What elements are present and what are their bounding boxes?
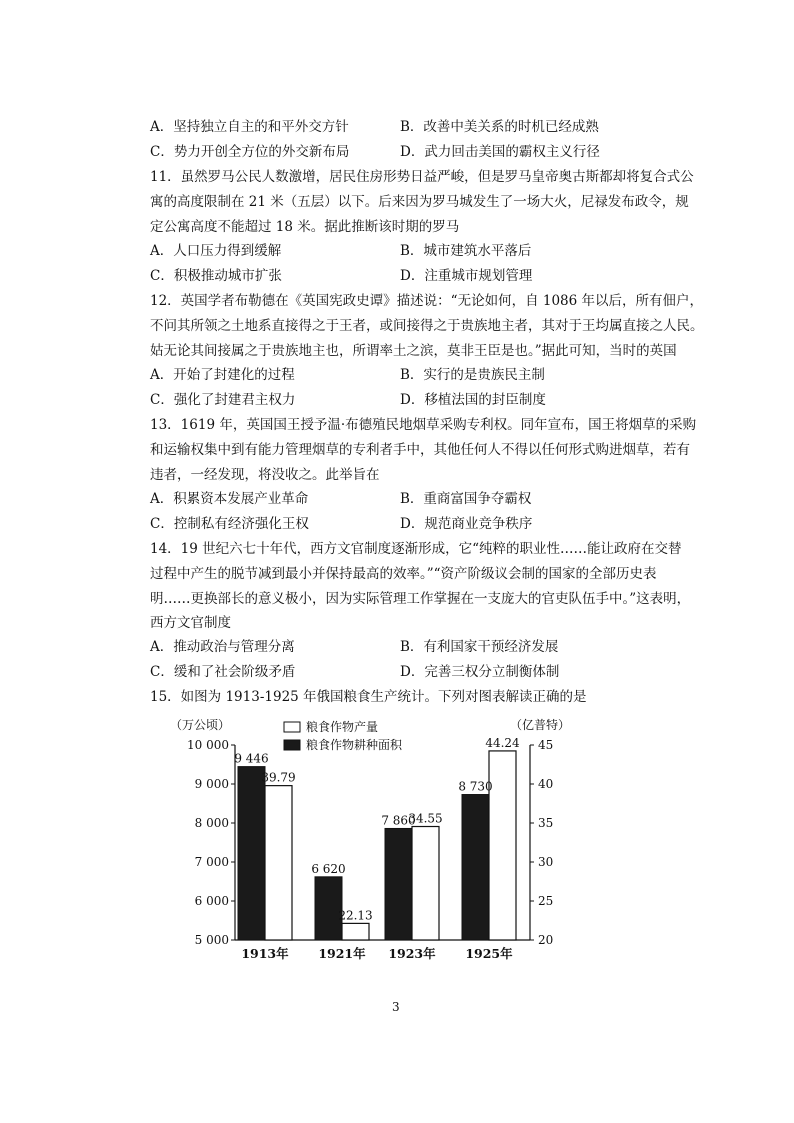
left-tick-label: 7 000 — [194, 855, 229, 869]
bar-label-planting-area: 8 730 — [458, 779, 493, 794]
right-tick-label: 40 — [538, 777, 554, 791]
q13-option-b: B．重商富国争夺霸权 — [400, 491, 532, 507]
bar-label-planting-area: 6 620 — [311, 861, 346, 876]
q11-stem-line-1: 11．虽然罗马公民人数激增，居民住房形势日益严峻，但是罗马皇帝奥古斯都却将复合式公 — [150, 169, 694, 185]
q15-stem-line: 15．如图为 1913-1925 年俄国粮食生产统计。下列对图表解读正确的是 — [150, 689, 587, 705]
right-tick-label: 25 — [538, 894, 554, 908]
q14-stem-line-2: 过程中产生的脱节减到最小并保持最高的效率。”“资产阶级议会制的国家的全部历史表 — [150, 566, 657, 582]
right-axis-label: （亿普特） — [510, 718, 571, 732]
x-category-label: 1913年 — [241, 946, 289, 961]
q13-option-a: A．积累资本发展产业革命 — [150, 491, 309, 507]
q13-stem-line-3: 违者，一经发现，将没收之。此举旨在 — [150, 467, 380, 483]
q10-option-c: C．势力开创全方位的外交新布局 — [150, 144, 350, 160]
legend-swatch-area — [284, 740, 300, 750]
q14-stem-line-3: 明……更换部长的意义极小，因为实际管理工作掌握在一支庞大的官吏队伍手中。”这表明， — [150, 591, 691, 607]
bar-label-planting-area: 9 446 — [234, 751, 269, 766]
q10-option-a: A．坚持独立自主的和平外交方针 — [150, 119, 349, 135]
page-number: 3 — [392, 1000, 400, 1014]
q11-option-b: B．城市建筑水平落后 — [400, 243, 532, 259]
q11-stem-line-2: 寓的高度限制在 21 米（五层）以下。后来因为罗马城发生了一场大火，尼禄发布政令，规 — [150, 194, 689, 210]
q13-stem-line-1: 13．1619 年，英国国王授予温·布德殖民地烟草采购专利权。同年宣布，国王将烟草的采购 — [150, 417, 697, 433]
right-tick-label: 35 — [538, 816, 554, 830]
legend-label-production: 粮食作物产量 — [306, 720, 379, 734]
bar-planting-area — [462, 795, 489, 940]
q13-stem-line-2: 和运输权集中到有能力管理烟草的专利者手中，其他任何人不得以任何形式购进烟草，若有 — [150, 442, 690, 458]
q11-option-d: D．注重城市规划管理 — [400, 268, 533, 284]
x-category-label: 1921年 — [318, 946, 366, 961]
q14-option-c: C．缓和了社会阶级矛盾 — [150, 664, 296, 680]
q11-stem-line-3: 定公寓高度不能超过 18 米。据此推断该时期的罗马 — [150, 219, 460, 235]
q14-option-a: A．推动政治与管理分离 — [150, 639, 295, 655]
q11-option-a: A．人口压力得到缓解 — [150, 243, 282, 259]
right-tick-label: 20 — [538, 933, 554, 947]
bar-label-grain-production: 34.55 — [408, 811, 443, 826]
q10-option-b: B．改善中美关系的时机已经成熟 — [400, 119, 599, 135]
bar-grain-production — [412, 827, 439, 940]
q12-option-c: C．强化了封建君主权力 — [150, 392, 296, 408]
left-tick-label: 9 000 — [194, 777, 229, 791]
left-tick-label: 6 000 — [194, 894, 229, 908]
left-axis-label: （万公顷） — [170, 718, 231, 732]
bar-label-grain-production: 44.24 — [485, 735, 520, 750]
q12-stem-line-3: 姑无论其间接属之于贵族地主也，所谓率土之滨，莫非王臣是也。”据此可知，当时的英国 — [150, 343, 677, 359]
q14-stem-line-1: 14．19 世纪六七十年代，西方文官制度逐渐形成，它“纯粹的职业性……能让政府在交替 — [150, 541, 682, 557]
q14-stem-line-4: 西方文官制度 — [150, 615, 231, 631]
legend-label-area: 粮食作物耕种面积 — [306, 738, 403, 752]
q11-option-c: C．积极推动城市扩张 — [150, 268, 282, 284]
q13-option-c: C．控制私有经济强化王权 — [150, 516, 309, 532]
q12-stem-line-1: 12．英国学者布勒德在《英国宪政史谭》描述说：“无论如何，自 1086 年以后，所有佃户， — [150, 293, 704, 309]
q14-option-d: D．完善三权分立制衡体制 — [400, 664, 560, 680]
bar-label-grain-production: 22.13 — [338, 908, 373, 923]
bar-label-grain-production: 39.79 — [261, 770, 296, 785]
q12-option-a: A．开始了封建化的过程 — [150, 367, 295, 383]
left-tick-label: 8 000 — [194, 816, 229, 830]
q14-option-b: B．有利国家干预经济发展 — [400, 639, 559, 655]
bar-planting-area — [238, 767, 265, 940]
bar-planting-area — [385, 828, 412, 940]
q12-option-b: B．实行的是贵族民主制 — [400, 367, 545, 383]
grain-production-chart — [160, 715, 600, 965]
legend-swatch-production — [284, 722, 300, 732]
bar-label-planting-area: 7 860 — [381, 813, 416, 828]
left-tick-label: 10 000 — [187, 738, 229, 752]
q13-option-d: D．规范商业竞争秩序 — [400, 516, 533, 532]
right-tick-label: 45 — [538, 738, 554, 752]
right-tick-label: 30 — [538, 855, 554, 869]
q10-option-d: D．武力回击美国的霸权主义行径 — [400, 144, 600, 160]
x-category-label: 1923年 — [388, 946, 436, 961]
q12-stem-line-2: 不问其所领之土地系直接得之于王者，或间接得之于贵族地主者，其对于王均属直接之人民。 — [150, 318, 704, 334]
left-tick-label: 5 000 — [194, 933, 229, 947]
x-category-label: 1925年 — [465, 946, 513, 961]
bar-grain-production — [489, 751, 516, 940]
bar-grain-production — [265, 786, 292, 940]
bar-grain-production — [342, 923, 369, 940]
q12-option-d: D．移植法国的封臣制度 — [400, 392, 546, 408]
